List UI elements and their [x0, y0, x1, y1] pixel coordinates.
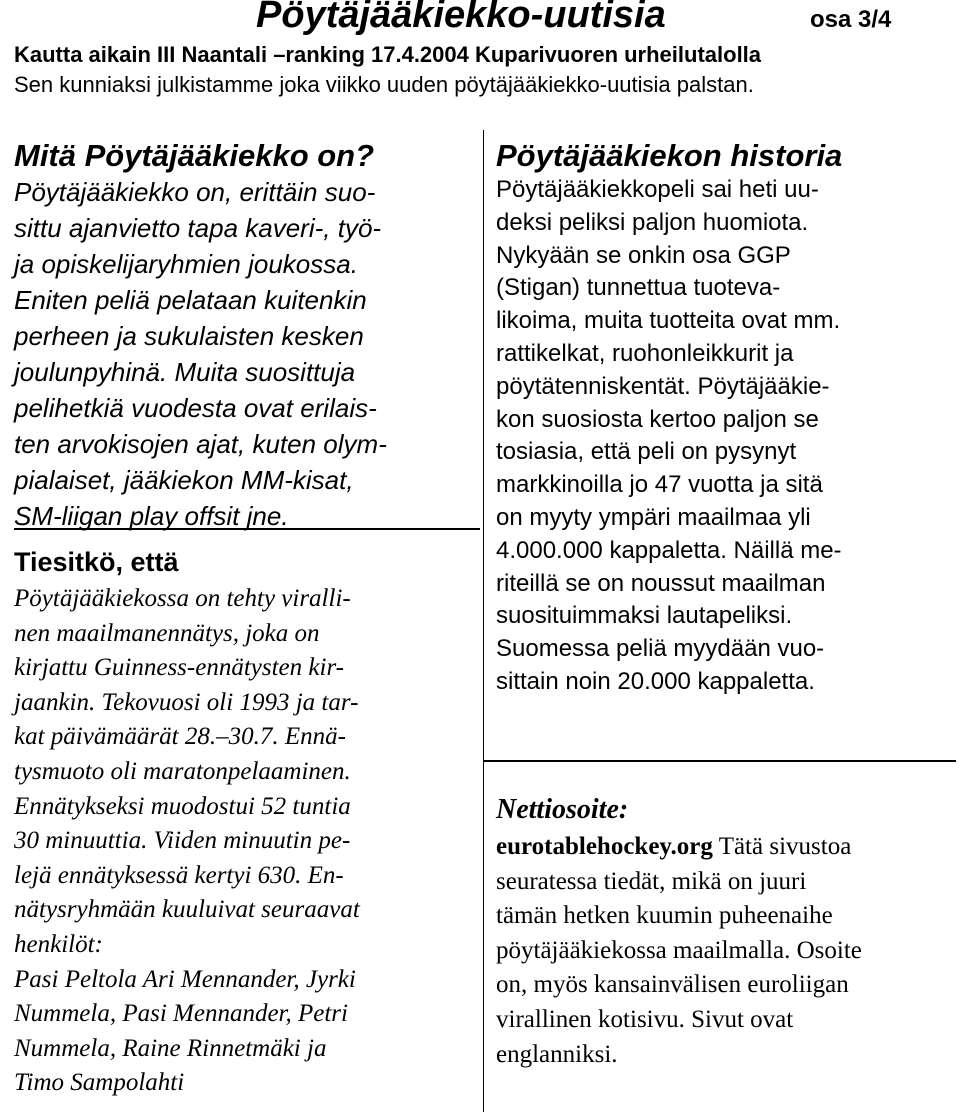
section-did-you-know-heading: Tiesitkö, että: [14, 547, 179, 577]
section-website: [496, 790, 958, 1072]
section-did-you-know: [14, 542, 476, 1101]
section-did-you-know-body: Pöytäjääkiekossa on tehty viralli- nen maailmanennätys, joka on kirjattu Guinness-ennätysten kir- jaankin. Tekovuosi oli 1993 ja tar- kat päivämäärät 28.–30.7. Ennä- tysmuoto oli maratonpelaaminen. Ennätykseksi muodostui 52 tuntia 30 minuuttia. Viiden minuutin pe- lejä ennätyksessä kertyi 630. En- nätysryhmään kuuluivat seuraavat henkilöt: Pasi Peltola Ari Mennander, Jyrki Nummela, Pasi Mennander, Petri Nummela, Raine Rinnetmäki ja Timo Sampolahti: [14, 585, 360, 1097]
part-indicator: osa 3/4: [810, 6, 892, 33]
section-website-body: [496, 830, 958, 1072]
subtitle-event: Kautta aikain III Naantali –ranking 17.4.2004 Kuparivuoren urheilutalolla: [14, 42, 762, 67]
section-history-body: Pöytäjääkiekkopeli sai heti uu- deksi peliksi paljon huomiota. Nykyään se onkin osa GGP (Stigan) tunnettua tuoteva- likoima, muita tuotteita ovat mm. rattikelkat, ruohonleikkurit ja pöytätenniskentät. Pöytäjääkie- kon suosiosta kertoo paljon se tosiasia, että peli on pysynyt markkinoilla jo 47 vuotta ja sitä on myyty ympäri maailmaa yli 4.000.000 kappaletta. Näillä me- riteillä se on noussut maailman suosituimmaksi lautapeliksi. Suomessa peliä myydään vuo- sittain noin 20.000 kappaletta.: [496, 176, 842, 695]
section-history: [496, 138, 958, 699]
right-section-divider: [484, 760, 956, 762]
section-what-is: [14, 138, 476, 534]
section-what-is-body: Pöytäjääkiekko on, erittäin suo- sittu ajanvietto tapa kaveri-, työ- ja opiskelijaryhmien joukossa. Eniten peliä pelataan kuitenkin perheen ja sukulaisten kesken joulunpyhinä. Muita suosittuja pelihetkiä vuodesta ovat erilais- ten arvokisojen ajat, kuten olym- pialaiset, jääkiekon MM-kisat, SM-liigan play offsit jne.: [14, 177, 387, 531]
page-title: Pöytäjääkiekko-uutisia: [256, 0, 666, 36]
section-website-text: Tätä sivustoa seuratessa tiedät, mikä on juuri tämän hetken kuumin puheenaihe pöytäjääkiekossa maailmalla. Osoite on, myös kansainvälisen euroliigan virallinen kotisivu. Sivut ovat englanniksi.: [496, 833, 862, 1068]
website-url-link[interactable]: eurotablehockey.org: [496, 833, 713, 860]
column-divider: [483, 130, 484, 1112]
section-what-is-heading: Mitä Pöytäjääkiekko on?: [14, 138, 375, 173]
section-website-heading: Nettiosoite:: [496, 794, 629, 825]
subtitle-intro: Sen kunniaksi julkistamme joka viikko uuden pöytäjääkiekko-uutisia palstan.: [14, 72, 754, 97]
section-history-heading: Pöytäjääkiekon historia: [496, 138, 843, 173]
